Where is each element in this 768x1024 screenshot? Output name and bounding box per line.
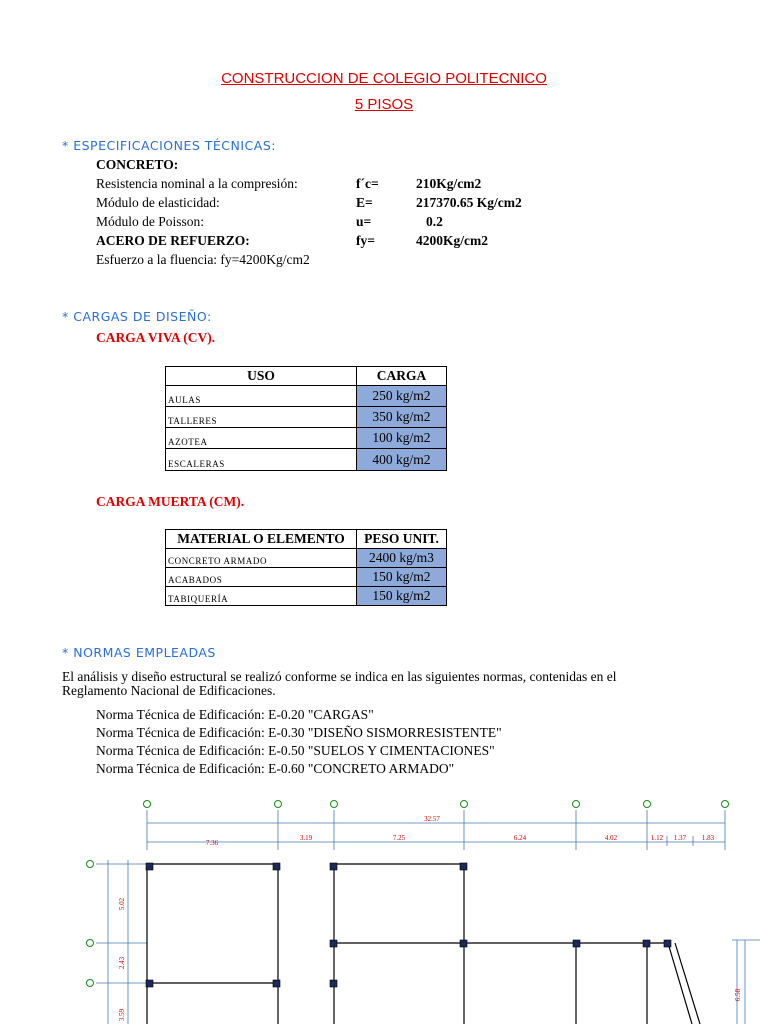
- axis-marker-icon: [644, 801, 651, 808]
- norma-item: Norma Técnica de Edificación: E-0.60 "CONCRETO ARMADO": [96, 761, 455, 776]
- dim-span-label: 7.25: [392, 834, 406, 842]
- carga-muerta-label: CARGA MUERTA (CM).: [96, 494, 245, 509]
- column-icon: [643, 940, 650, 947]
- page-subtitle: 5 PISOS: [354, 96, 414, 113]
- column-icon: [330, 940, 337, 947]
- column-icon: [273, 863, 280, 870]
- column-icon: [460, 863, 467, 870]
- table-cell: 100 kg/m2: [357, 428, 447, 449]
- column-icon: [330, 980, 337, 987]
- table-header: USO: [166, 367, 357, 386]
- table-row: [166, 407, 447, 428]
- table-cell: ACABADOS: [166, 568, 357, 587]
- dim-span-label: 7.36: [205, 839, 219, 847]
- axis-marker-icon: [87, 980, 94, 987]
- section-heading-cargas: * CARGAS DE DISEÑO:: [62, 309, 212, 324]
- table-header: PESO UNIT.: [357, 530, 447, 549]
- spec-value: 210Kg/cm2: [416, 176, 482, 191]
- spec-value: 217370.65 Kg/cm2: [416, 195, 522, 210]
- spec-symbol: E=: [356, 195, 373, 210]
- column-icon: [330, 863, 337, 870]
- table-row: [166, 449, 447, 471]
- table-cell: CONCRETO ARMADO: [166, 549, 357, 568]
- axis-marker-icon: [331, 801, 338, 808]
- spec-value: 4200Kg/cm2: [416, 233, 488, 248]
- spec-label: Módulo de Poisson:: [96, 214, 205, 229]
- dim-left-label: 3.59: [118, 1008, 126, 1022]
- column-icon: [146, 980, 153, 987]
- table-cell: TABIQUERÍA: [166, 587, 357, 606]
- spec-label: Resistencia nominal a la compresión:: [96, 176, 298, 191]
- dim-span-label: 1.83: [701, 834, 715, 842]
- table-cell: 150 kg/m2: [357, 587, 447, 606]
- page-title: CONSTRUCCION DE COLEGIO POLITECNICO: [221, 70, 547, 87]
- spec-symbol: fy=: [356, 233, 375, 248]
- axis-marker-icon: [461, 801, 468, 808]
- table-cell: 250 kg/m2: [357, 386, 447, 407]
- table-row: [166, 386, 447, 407]
- dim-span-label: 6.24: [513, 834, 527, 842]
- dim-span-label: 1.37: [673, 834, 687, 842]
- axis-marker-icon: [87, 861, 94, 868]
- axis-marker-icon: [573, 801, 580, 808]
- table-cell: 400 kg/m2: [357, 449, 447, 471]
- structural-plan: [0, 790, 768, 1024]
- dim-right-label: 6.58: [734, 988, 742, 1002]
- concreto-label: CONCRETO:: [96, 157, 179, 172]
- column-icon: [146, 863, 153, 870]
- axis-marker-icon: [722, 801, 729, 808]
- norma-item: Norma Técnica de Edificación: E-0.50 "SUELOS Y CIMENTACIONES": [96, 743, 495, 758]
- dim-total-label: 32.57: [424, 815, 440, 823]
- fluencia-text: Esfuerzo a la fluencia: fy=4200Kg/cm2: [96, 252, 310, 267]
- dim-left-label: 5.02: [118, 897, 126, 911]
- table-cell: ESCALERAS: [166, 449, 357, 471]
- carga-viva-label: CARGA VIVA (CV).: [96, 330, 216, 345]
- table-row: [166, 568, 447, 587]
- column-icon: [664, 940, 671, 947]
- axis-marker-icon: [144, 801, 151, 808]
- table-cell: 2400 kg/m3: [357, 549, 447, 568]
- normas-intro: Reglamento Nacional de Edificaciones.: [62, 683, 276, 698]
- norma-item: Norma Técnica de Edificación: E-0.30 "DISEÑO SISMORRESISTENTE": [96, 725, 502, 740]
- column-icon: [460, 940, 467, 947]
- table-header: MATERIAL O ELEMENTO: [166, 530, 357, 549]
- dim-span-label: 4.02: [604, 834, 618, 842]
- carga-viva-table: [165, 366, 447, 471]
- table-row: [166, 587, 447, 606]
- carga-muerta-table: [165, 529, 447, 606]
- acero-label: ACERO DE REFUERZO:: [96, 233, 250, 248]
- axis-marker-icon: [275, 801, 282, 808]
- table-cell: 150 kg/m2: [357, 568, 447, 587]
- spec-label: Módulo de elasticidad:: [96, 195, 220, 210]
- spec-symbol: u=: [356, 214, 372, 229]
- section-heading-normas: * NORMAS EMPLEADAS: [62, 645, 216, 660]
- table-cell: AZOTEA: [166, 428, 357, 449]
- axis-marker-icon: [87, 940, 94, 947]
- norma-item: Norma Técnica de Edificación: E-0.20 "CARGAS": [96, 707, 374, 722]
- spec-value: 0.2: [426, 214, 443, 229]
- table-cell: TALLERES: [166, 407, 357, 428]
- table-cell: 350 kg/m2: [357, 407, 447, 428]
- table-header: CARGA: [357, 367, 447, 386]
- section-heading-especificaciones: * ESPECIFICACIONES TÉCNICAS:: [62, 138, 276, 153]
- dim-span-label: 3.19: [299, 834, 313, 842]
- table-row: [166, 428, 447, 449]
- normas-intro: El análisis y diseño estructural se realizó conforme se indica en las siguientes normas, contenidas en el: [62, 669, 617, 684]
- column-icon: [573, 940, 580, 947]
- column-icon: [273, 980, 280, 987]
- table-cell: AULAS: [166, 386, 357, 407]
- table-row: [166, 549, 447, 568]
- dim-span-label: 1.12: [650, 834, 664, 842]
- dim-left-label: 2.43: [118, 956, 126, 970]
- spec-symbol: f´c=: [356, 176, 379, 191]
